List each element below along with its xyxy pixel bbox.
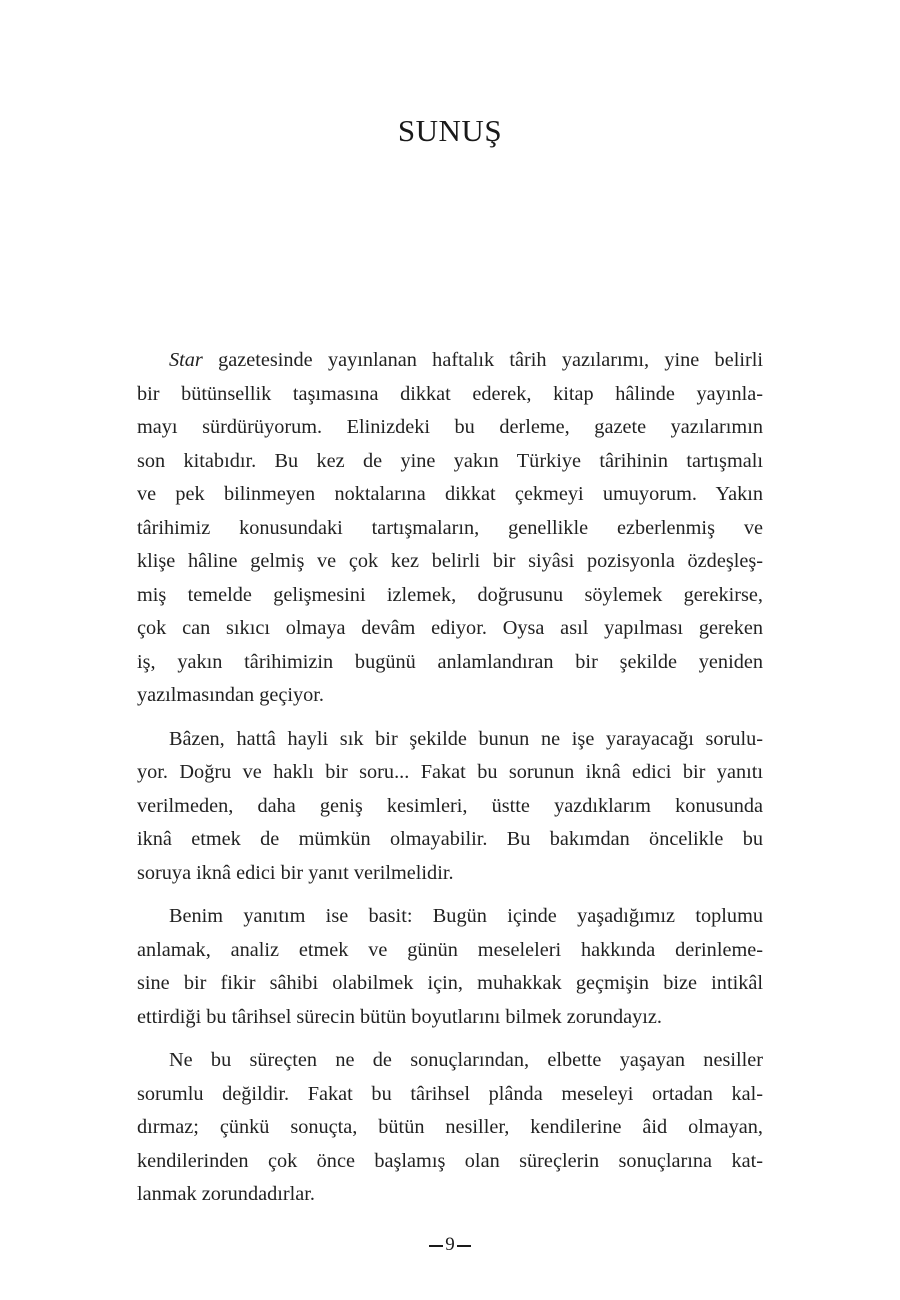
right-dash-ornament — [457, 1245, 471, 1247]
text-line: klişe hâline gelmiş ve çok kez belirli bir siyâsi pozisyonla özdeşleş- — [137, 550, 763, 572]
text-line: soruya iknâ edici bir yanıt verilmelidir. — [137, 861, 454, 884]
text-line: bir bütünsellik taşımasına dikkat ederek, kitap hâlinde yayınla- — [137, 382, 763, 405]
text-line: çok can sıkıcı olmaya devâm ediyor. Oysa asıl yapılması gereken — [137, 617, 763, 639]
text-line: yor. Doğru ve haklı bir soru... Fakat bu sorunun iknâ edici bir yanıtı — [137, 761, 763, 783]
page-number — [0, 1234, 900, 1256]
text-line: kendilerinden çok önce başlamış olan süreçlerin sonuçlarına kat- — [137, 1149, 763, 1172]
page-number-value: 9 — [445, 1234, 455, 1255]
text-line: ve pek bilinmeyen noktalarına dikkat çekmeyi umuyorum. Yakın — [137, 483, 763, 505]
text-line: verilmeden, daha geniş kesimleri, üstte yazdıklarım konusunda — [137, 794, 763, 817]
text-line: ettirdiği bu târihsel sürecin bütün boyutlarını bilmek zorundayız. — [137, 1005, 662, 1028]
text-line: Benim yanıtım ise basit: Bugün içinde yaşadığımız toplumu — [169, 905, 763, 927]
text-line: Bâzen, hattâ hayli sık bir şekilde bunun ne işe yarayacağı sorulu- — [169, 727, 763, 750]
paragraph-4 — [137, 1044, 763, 1212]
text-line: son kitabıdır. Bu kez de yine yakın Türkiye târihinin tartışmalı — [137, 449, 763, 472]
text-line: dırmaz; çünkü sonuçta, bütün nesiller, kendilerine âid olmayan, — [137, 1116, 763, 1138]
paragraph-2 — [137, 723, 763, 891]
text-line: yazılmasından geçiyor. — [137, 684, 324, 706]
text-line: Star gazetesinde yayınlanan haftalık târih yazılarımı, yine belirli — [169, 349, 763, 371]
paragraph-3 — [137, 900, 763, 1034]
paragraph-1 — [137, 344, 763, 713]
body-text — [137, 344, 763, 1222]
text-line: lanmak zorundadırlar. — [137, 1183, 315, 1205]
chapter-title: SUNUŞ — [397, 113, 503, 148]
text-line: mayı sürdürüyorum. Elinizdeki bu derleme, gazete yazılarımın — [137, 416, 763, 438]
text-line: iknâ etmek de mümkün olmayabilir. Bu bakımdan öncelikle bu — [137, 828, 763, 850]
text-line: sine bir fikir sâhibi olabilmek için, muhakkak geçmişin bize intikâl — [137, 972, 763, 994]
text-line: sorumlu değildir. Fakat bu târihsel plânda meseleyi ortadan kal- — [137, 1082, 763, 1105]
left-dash-ornament — [429, 1245, 443, 1247]
text-line: miş temelde gelişmesini izlemek, doğrusunu söylemek gerekirse, — [137, 583, 763, 606]
text-line: anlamak, analiz etmek ve günün meseleleri hakkında derinleme- — [137, 938, 763, 961]
text-line: târihimiz konusundaki tartışmaların, genellikle ezberlenmiş ve — [137, 516, 763, 539]
newspaper-name: Star — [169, 349, 203, 371]
text-line: iş, yakın târihimizin bugünü anlamlandıran bir şekilde yeniden — [137, 650, 763, 673]
text-line: Ne bu süreçten ne de sonuçlarından, elbette yaşayan nesiller — [169, 1049, 763, 1071]
